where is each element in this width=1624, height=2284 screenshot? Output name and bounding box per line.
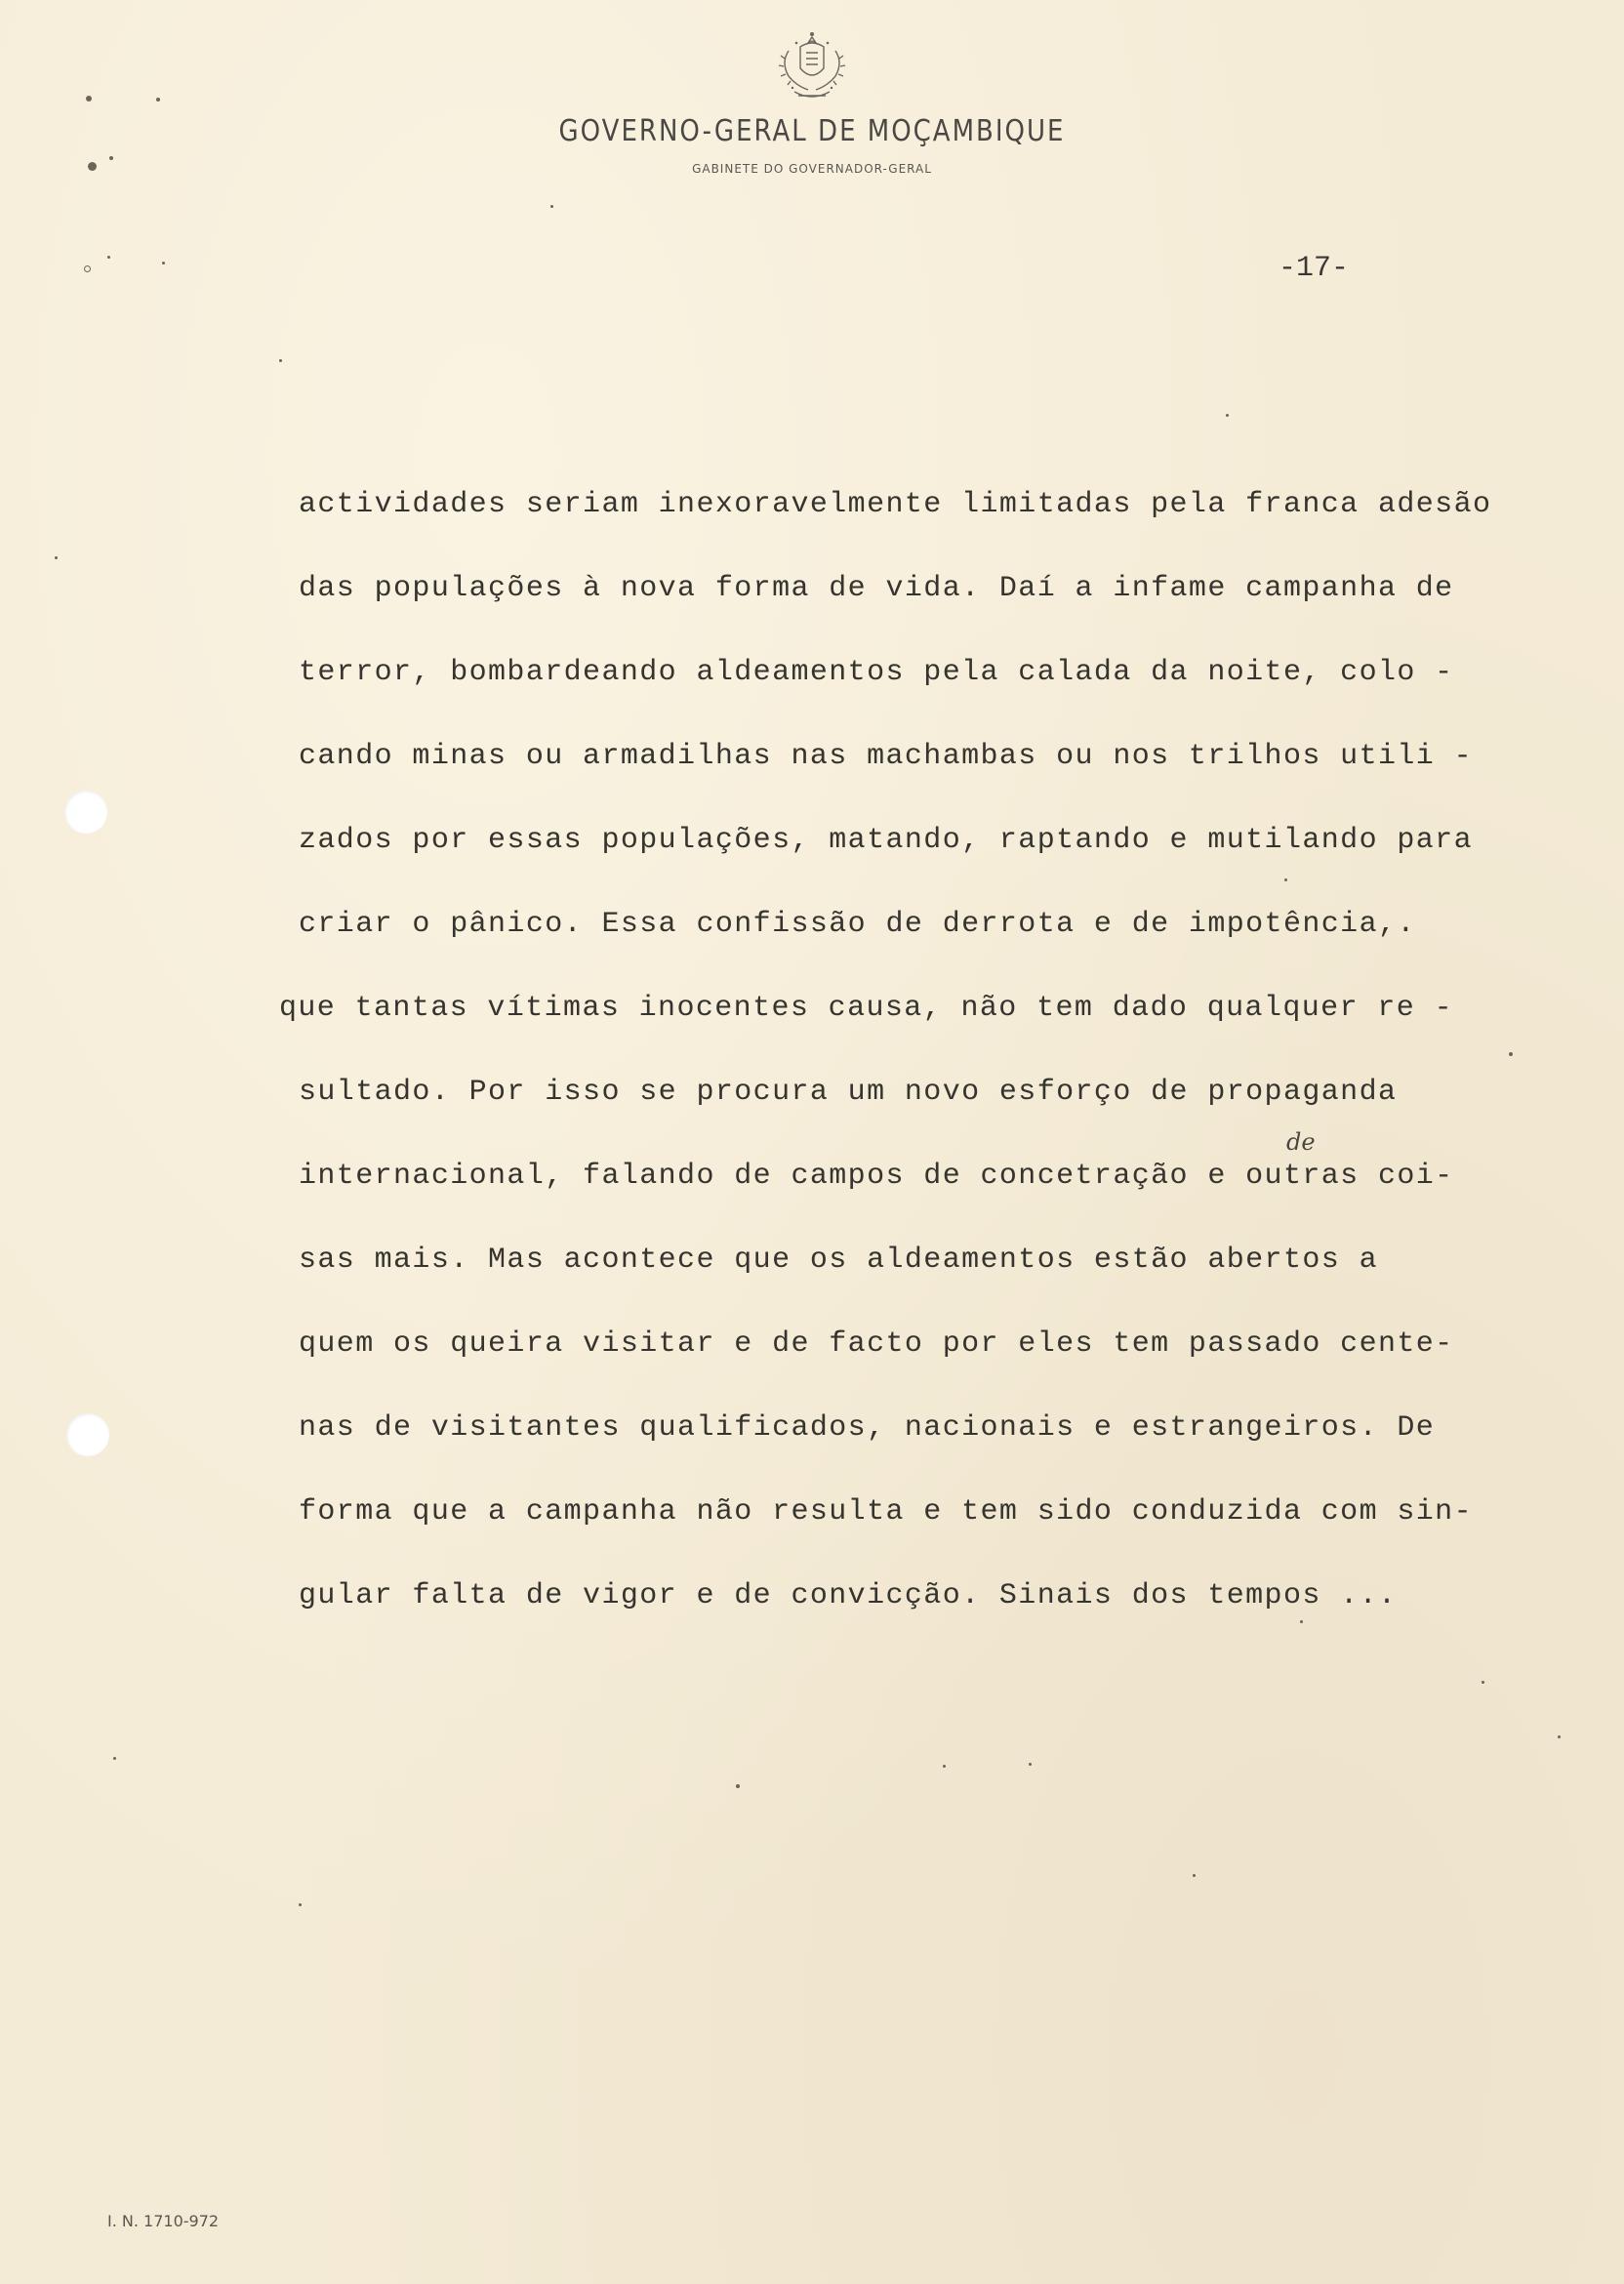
paper-speck	[1300, 1620, 1303, 1623]
paper-speck	[736, 1784, 740, 1788]
paper-speck	[1558, 1735, 1561, 1738]
body-line-3: terror, bombardeando aldeamentos pela calada da noite, colo -	[299, 656, 1454, 689]
body-line-13: forma que a campanha não resulta e tem sido conduzida com sin-	[299, 1495, 1473, 1529]
handwritten-insertion: de	[1286, 1128, 1316, 1156]
paper-speck	[1226, 414, 1229, 417]
paper-speck	[1482, 1681, 1484, 1684]
paper-speck	[299, 1903, 302, 1906]
body-line-14: gular falta de vigor e de convicção. Sinais dos tempos ...	[299, 1579, 1398, 1612]
body-line-12: nas de visitantes qualificados, nacionais e estrangeiros. De	[299, 1411, 1436, 1445]
coat-of-arms-icon	[767, 29, 857, 107]
paper-speck	[156, 98, 160, 102]
paper-speck	[162, 262, 165, 265]
paper-speck	[1029, 1763, 1032, 1766]
paper-speck	[279, 359, 282, 362]
body-line-9: internacional, falando de campos de concetração e outras coi-	[299, 1160, 1454, 1193]
paper-speck	[1284, 878, 1287, 881]
punch-hole-lower	[66, 1413, 109, 1456]
paper-speck	[84, 265, 91, 272]
body-line-2: das populações à nova forma de vida. Daí a infame campanha de	[299, 572, 1454, 605]
letterhead-subtitle: GABINETE DO GOVERNADOR-GERAL	[692, 162, 932, 176]
body-line-7: que tantas vítimas inocentes causa, não tem dado qualquer re -	[279, 992, 1453, 1025]
paper-speck	[943, 1765, 946, 1768]
paper-speck	[1509, 1052, 1513, 1056]
paper-speck	[86, 96, 92, 102]
body-line-5: zados por essas populações, matando, raptando e mutilando para	[299, 824, 1473, 857]
letterhead-title: GOVERNO-GERAL DE MOÇAMBIQUE	[558, 114, 1066, 149]
punch-hole-upper	[64, 791, 107, 834]
body-line-6: criar o pânico. Essa confissão de derrota e de impotência,.	[299, 908, 1416, 941]
paper-speck	[107, 256, 110, 259]
paper-speck	[1193, 1874, 1196, 1877]
page-number: -17-	[1279, 252, 1350, 285]
body-line-4: cando minas ou armadilhas nas machambas ou nos trilhos utili -	[299, 740, 1473, 773]
paper-speck	[550, 205, 553, 208]
print-code: I. N. 1710-972	[107, 2212, 220, 2230]
body-line-1: actividades seriam inexoravelmente limitadas pela franca adesão	[299, 488, 1492, 521]
paper-speck	[109, 156, 113, 160]
paper-speck	[55, 556, 58, 559]
body-line-8: sultado. Por isso se procura um novo esforço de propaganda	[299, 1076, 1398, 1109]
paper-speck	[113, 1757, 116, 1760]
body-line-11: quem os queira visitar e de facto por eles tem passado cente-	[299, 1327, 1454, 1361]
paper-speck	[88, 162, 97, 171]
body-line-10: sas mais. Mas acontece que os aldeamentos estão abertos a	[299, 1244, 1378, 1277]
